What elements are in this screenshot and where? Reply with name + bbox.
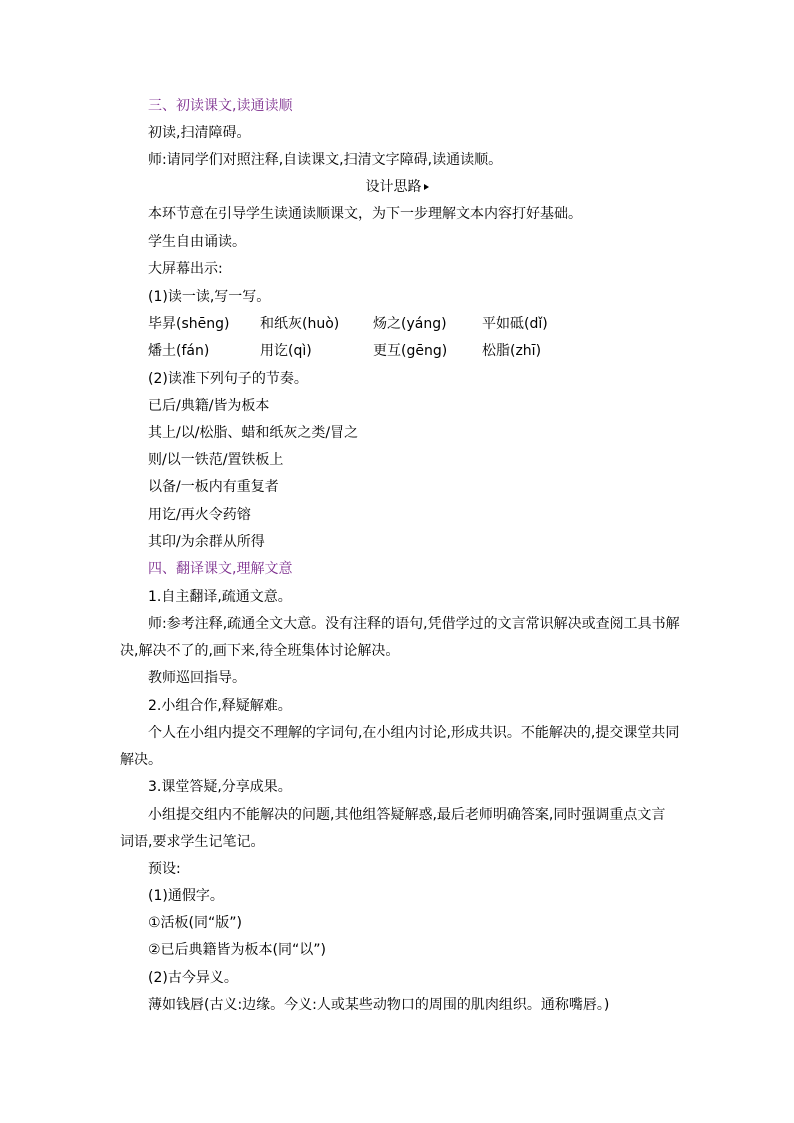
- paragraph: 解决。: [120, 752, 162, 768]
- paragraph: 决,解决不了的,画下来,待全班集体讨论解决。: [120, 643, 400, 659]
- paragraph: (2)读准下列句子的节奏。: [148, 371, 308, 387]
- paragraph: 初读,扫清障碍。: [148, 125, 251, 141]
- triangle-right-icon: [424, 184, 429, 190]
- paragraph: 薄如钱唇(古义:边缘。今义:人或某些动物口的周围的肌肉组织。通称嘴唇。): [148, 997, 610, 1013]
- paragraph: (2)古今异义。: [148, 970, 238, 986]
- paragraph: 预设:: [148, 861, 181, 877]
- paragraph: 师:请同学们对照注释,自读课文,扫清文字障碍,读通读顺。: [148, 152, 503, 168]
- rhythm-sentence: 以备/一板内有重复者: [148, 479, 279, 495]
- rhythm-sentence: 则/以一铁范/置铁板上: [148, 452, 284, 468]
- section-heading-3: 三、初读课文,读通读顺: [148, 98, 293, 114]
- word-item: 炀之(yáng): [373, 316, 447, 332]
- word-item: 平如砥(dǐ): [482, 316, 548, 332]
- word-item: 燔土(fán): [148, 343, 210, 359]
- paragraph: 个人在小组内提交不理解的字词句,在小组内讨论,形成共识。不能解决的,提交课堂共同: [148, 725, 680, 741]
- word-item: 更互(gēng): [373, 343, 448, 359]
- paragraph: 大屏幕出示:: [148, 261, 223, 277]
- paragraph: 教师巡回指导。: [148, 670, 246, 686]
- word-item: 和纸灰(huò): [260, 316, 340, 332]
- paragraph: ②已后典籍皆为板本(同“以”): [148, 942, 326, 958]
- rhythm-sentence: 其印/为余群从所得: [148, 534, 265, 550]
- rhythm-sentence: 其上/以/松脂、蜡和纸灰之类/冒之: [148, 425, 359, 441]
- word-item: 松脂(zhī): [482, 343, 542, 359]
- paragraph: 学生自由诵读。: [148, 234, 246, 250]
- paragraph: 本环节意在引导学生读通读顺课文，为下一步理解文本内容打好基础。: [148, 206, 582, 222]
- paragraph: (1)通假字。: [148, 888, 224, 904]
- word-item: 用讫(qì): [260, 343, 312, 359]
- design-idea-label: 设计思路: [365, 179, 422, 195]
- paragraph: 词语,要求学生记笔记。: [120, 834, 265, 850]
- paragraph: (1)读一读,写一写。: [148, 289, 271, 305]
- paragraph: ①活板(同“版”): [148, 915, 242, 931]
- rhythm-sentence: 用讫/再火令药镕: [148, 507, 251, 523]
- design-idea-title: [0, 177, 794, 197]
- paragraph: 1.自主翻译,疏通文意。: [148, 589, 292, 605]
- paragraph: 师:参考注释,疏通全文大意。没有注释的语句,凭借学过的文言常识解决或查阅工具书解: [148, 616, 680, 632]
- paragraph: 2.小组合作,释疑解难。: [148, 698, 292, 714]
- rhythm-sentence: 已后/典籍/皆为板本: [148, 398, 270, 414]
- section-heading-4: 四、翻译课文,理解文意: [148, 561, 293, 577]
- paragraph: 3.课堂答疑,分享成果。: [148, 779, 292, 795]
- word-item: 毕昇(shēng): [148, 316, 230, 332]
- paragraph: 小组提交组内不能解决的问题,其他组答疑解惑,最后老师明确答案,同时强调重点文言: [148, 807, 666, 823]
